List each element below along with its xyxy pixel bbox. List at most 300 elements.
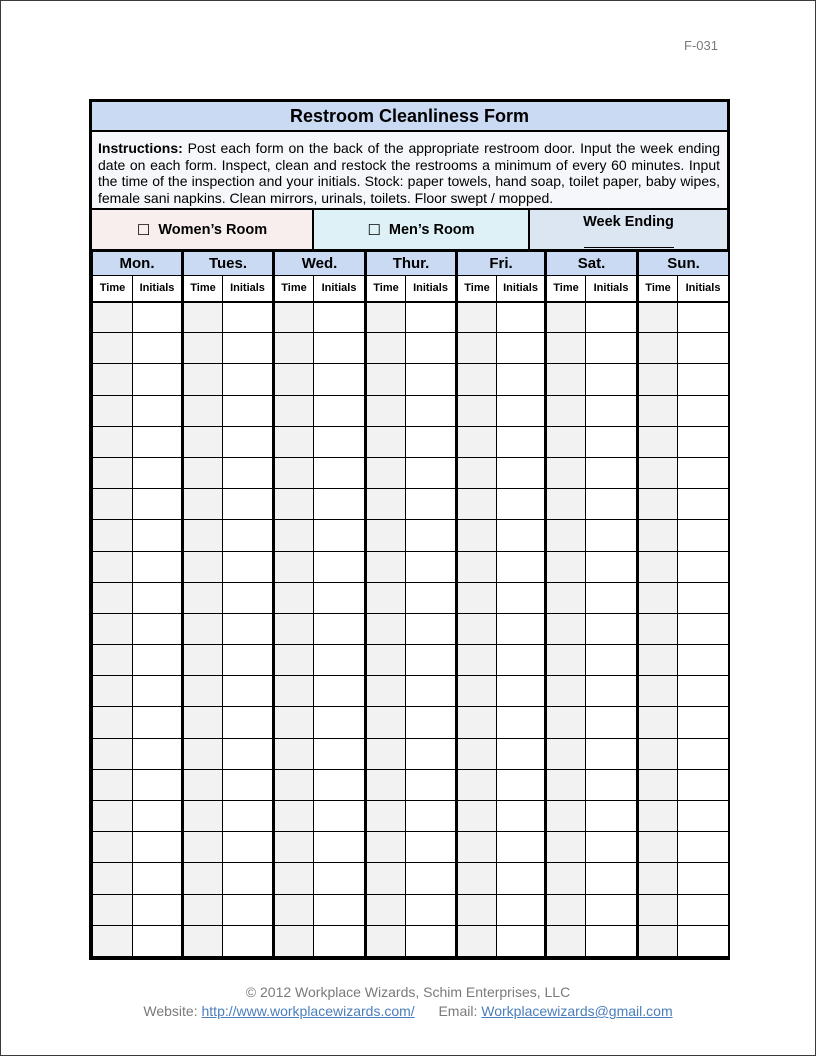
time-cell[interactable]: [93, 676, 133, 707]
initials-cell[interactable]: [223, 863, 274, 894]
time-cell[interactable]: [366, 738, 406, 769]
initials-cell[interactable]: [133, 613, 183, 644]
initials-cell[interactable]: [406, 863, 457, 894]
time-cell[interactable]: [546, 520, 586, 551]
initials-cell[interactable]: [314, 551, 366, 582]
time-cell[interactable]: [183, 613, 223, 644]
time-cell[interactable]: [546, 426, 586, 457]
time-cell[interactable]: [457, 863, 497, 894]
initials-cell[interactable]: [314, 925, 366, 956]
time-cell[interactable]: [366, 551, 406, 582]
time-cell[interactable]: [274, 333, 314, 364]
time-cell[interactable]: [546, 707, 586, 738]
initials-cell[interactable]: [678, 551, 729, 582]
initials-cell[interactable]: [497, 426, 546, 457]
time-cell[interactable]: [366, 395, 406, 426]
time-cell[interactable]: [457, 676, 497, 707]
time-cell[interactable]: [638, 395, 678, 426]
time-cell[interactable]: [638, 364, 678, 395]
initials-cell[interactable]: [406, 364, 457, 395]
time-cell[interactable]: [274, 925, 314, 956]
mens-room-checkbox[interactable]: ☐: [367, 221, 381, 239]
time-cell[interactable]: [546, 863, 586, 894]
time-cell[interactable]: [638, 894, 678, 925]
initials-cell[interactable]: [497, 894, 546, 925]
time-cell[interactable]: [546, 457, 586, 488]
time-cell[interactable]: [274, 395, 314, 426]
initials-cell[interactable]: [678, 707, 729, 738]
time-cell[interactable]: [366, 582, 406, 613]
initials-cell[interactable]: [133, 333, 183, 364]
time-cell[interactable]: [457, 894, 497, 925]
time-cell[interactable]: [546, 925, 586, 956]
time-cell[interactable]: [457, 769, 497, 800]
time-cell[interactable]: [546, 613, 586, 644]
initials-cell[interactable]: [678, 333, 729, 364]
time-cell[interactable]: [274, 676, 314, 707]
initials-cell[interactable]: [133, 738, 183, 769]
initials-cell[interactable]: [406, 894, 457, 925]
time-cell[interactable]: [546, 738, 586, 769]
initials-cell[interactable]: [314, 364, 366, 395]
initials-cell[interactable]: [314, 863, 366, 894]
initials-cell[interactable]: [586, 551, 638, 582]
initials-cell[interactable]: [133, 894, 183, 925]
time-cell[interactable]: [93, 395, 133, 426]
initials-cell[interactable]: [314, 333, 366, 364]
initials-cell[interactable]: [406, 832, 457, 863]
initials-cell[interactable]: [497, 302, 546, 333]
time-cell[interactable]: [546, 676, 586, 707]
initials-cell[interactable]: [497, 707, 546, 738]
time-cell[interactable]: [93, 894, 133, 925]
time-cell[interactable]: [274, 364, 314, 395]
time-cell[interactable]: [366, 613, 406, 644]
initials-cell[interactable]: [678, 457, 729, 488]
initials-cell[interactable]: [586, 832, 638, 863]
time-cell[interactable]: [638, 832, 678, 863]
initials-cell[interactable]: [133, 645, 183, 676]
initials-cell[interactable]: [406, 676, 457, 707]
initials-cell[interactable]: [586, 707, 638, 738]
initials-cell[interactable]: [314, 707, 366, 738]
time-cell[interactable]: [274, 489, 314, 520]
initials-cell[interactable]: [586, 457, 638, 488]
time-cell[interactable]: [546, 769, 586, 800]
initials-cell[interactable]: [314, 738, 366, 769]
time-cell[interactable]: [638, 645, 678, 676]
time-cell[interactable]: [638, 676, 678, 707]
time-cell[interactable]: [546, 801, 586, 832]
initials-cell[interactable]: [586, 863, 638, 894]
time-cell[interactable]: [638, 457, 678, 488]
time-cell[interactable]: [183, 457, 223, 488]
time-cell[interactable]: [274, 520, 314, 551]
initials-cell[interactable]: [223, 302, 274, 333]
time-cell[interactable]: [183, 489, 223, 520]
initials-cell[interactable]: [223, 832, 274, 863]
initials-cell[interactable]: [223, 894, 274, 925]
time-cell[interactable]: [366, 645, 406, 676]
initials-cell[interactable]: [497, 769, 546, 800]
initials-cell[interactable]: [223, 582, 274, 613]
initials-cell[interactable]: [314, 832, 366, 863]
time-cell[interactable]: [93, 613, 133, 644]
time-cell[interactable]: [638, 707, 678, 738]
time-cell[interactable]: [457, 551, 497, 582]
initials-cell[interactable]: [223, 457, 274, 488]
initials-cell[interactable]: [406, 769, 457, 800]
initials-cell[interactable]: [406, 426, 457, 457]
time-cell[interactable]: [638, 551, 678, 582]
initials-cell[interactable]: [223, 613, 274, 644]
initials-cell[interactable]: [314, 302, 366, 333]
initials-cell[interactable]: [586, 582, 638, 613]
initials-cell[interactable]: [223, 801, 274, 832]
initials-cell[interactable]: [314, 395, 366, 426]
time-cell[interactable]: [183, 645, 223, 676]
initials-cell[interactable]: [406, 520, 457, 551]
time-cell[interactable]: [274, 894, 314, 925]
initials-cell[interactable]: [586, 395, 638, 426]
time-cell[interactable]: [457, 520, 497, 551]
initials-cell[interactable]: [223, 925, 274, 956]
time-cell[interactable]: [366, 520, 406, 551]
initials-cell[interactable]: [223, 676, 274, 707]
time-cell[interactable]: [183, 364, 223, 395]
initials-cell[interactable]: [497, 551, 546, 582]
initials-cell[interactable]: [133, 863, 183, 894]
initials-cell[interactable]: [223, 520, 274, 551]
initials-cell[interactable]: [406, 707, 457, 738]
initials-cell[interactable]: [314, 645, 366, 676]
initials-cell[interactable]: [497, 738, 546, 769]
time-cell[interactable]: [183, 302, 223, 333]
initials-cell[interactable]: [678, 801, 729, 832]
time-cell[interactable]: [457, 832, 497, 863]
initials-cell[interactable]: [678, 364, 729, 395]
time-cell[interactable]: [93, 769, 133, 800]
initials-cell[interactable]: [314, 801, 366, 832]
initials-cell[interactable]: [678, 426, 729, 457]
time-cell[interactable]: [183, 551, 223, 582]
initials-cell[interactable]: [406, 613, 457, 644]
initials-cell[interactable]: [406, 489, 457, 520]
time-cell[interactable]: [274, 832, 314, 863]
initials-cell[interactable]: [678, 489, 729, 520]
time-cell[interactable]: [93, 925, 133, 956]
time-cell[interactable]: [93, 707, 133, 738]
initials-cell[interactable]: [314, 582, 366, 613]
initials-cell[interactable]: [586, 333, 638, 364]
time-cell[interactable]: [366, 863, 406, 894]
initials-cell[interactable]: [133, 457, 183, 488]
time-cell[interactable]: [183, 426, 223, 457]
time-cell[interactable]: [638, 769, 678, 800]
time-cell[interactable]: [274, 613, 314, 644]
time-cell[interactable]: [93, 551, 133, 582]
initials-cell[interactable]: [678, 769, 729, 800]
time-cell[interactable]: [183, 738, 223, 769]
initials-cell[interactable]: [406, 457, 457, 488]
time-cell[interactable]: [366, 676, 406, 707]
initials-cell[interactable]: [133, 925, 183, 956]
time-cell[interactable]: [638, 863, 678, 894]
initials-cell[interactable]: [314, 613, 366, 644]
initials-cell[interactable]: [586, 894, 638, 925]
time-cell[interactable]: [183, 395, 223, 426]
time-cell[interactable]: [274, 863, 314, 894]
time-cell[interactable]: [457, 613, 497, 644]
time-cell[interactable]: [274, 801, 314, 832]
womens-room-option[interactable]: [92, 210, 314, 249]
initials-cell[interactable]: [497, 333, 546, 364]
time-cell[interactable]: [183, 707, 223, 738]
initials-cell[interactable]: [586, 801, 638, 832]
mens-room-option[interactable]: [314, 210, 530, 249]
initials-cell[interactable]: [406, 738, 457, 769]
time-cell[interactable]: [183, 832, 223, 863]
time-cell[interactable]: [457, 489, 497, 520]
time-cell[interactable]: [274, 738, 314, 769]
initials-cell[interactable]: [314, 520, 366, 551]
initials-cell[interactable]: [678, 676, 729, 707]
time-cell[interactable]: [638, 738, 678, 769]
initials-cell[interactable]: [497, 489, 546, 520]
time-cell[interactable]: [274, 769, 314, 800]
time-cell[interactable]: [546, 333, 586, 364]
time-cell[interactable]: [366, 426, 406, 457]
initials-cell[interactable]: [586, 302, 638, 333]
initials-cell[interactable]: [223, 364, 274, 395]
time-cell[interactable]: [93, 863, 133, 894]
time-cell[interactable]: [366, 333, 406, 364]
initials-cell[interactable]: [497, 457, 546, 488]
initials-cell[interactable]: [678, 520, 729, 551]
initials-cell[interactable]: [406, 582, 457, 613]
time-cell[interactable]: [366, 707, 406, 738]
initials-cell[interactable]: [497, 863, 546, 894]
initials-cell[interactable]: [314, 894, 366, 925]
time-cell[interactable]: [366, 769, 406, 800]
time-cell[interactable]: [457, 801, 497, 832]
initials-cell[interactable]: [223, 489, 274, 520]
time-cell[interactable]: [546, 832, 586, 863]
initials-cell[interactable]: [314, 769, 366, 800]
time-cell[interactable]: [546, 551, 586, 582]
initials-cell[interactable]: [497, 613, 546, 644]
initials-cell[interactable]: [678, 925, 729, 956]
time-cell[interactable]: [546, 302, 586, 333]
initials-cell[interactable]: [678, 582, 729, 613]
initials-cell[interactable]: [406, 302, 457, 333]
time-cell[interactable]: [274, 426, 314, 457]
time-cell[interactable]: [366, 489, 406, 520]
time-cell[interactable]: [183, 333, 223, 364]
time-cell[interactable]: [366, 925, 406, 956]
initials-cell[interactable]: [406, 801, 457, 832]
initials-cell[interactable]: [133, 676, 183, 707]
time-cell[interactable]: [93, 645, 133, 676]
time-cell[interactable]: [93, 520, 133, 551]
initials-cell[interactable]: [678, 894, 729, 925]
time-cell[interactable]: [93, 801, 133, 832]
initials-cell[interactable]: [678, 645, 729, 676]
time-cell[interactable]: [546, 364, 586, 395]
initials-cell[interactable]: [223, 707, 274, 738]
initials-cell[interactable]: [223, 333, 274, 364]
initials-cell[interactable]: [133, 395, 183, 426]
time-cell[interactable]: [638, 925, 678, 956]
initials-cell[interactable]: [586, 426, 638, 457]
initials-cell[interactable]: [314, 457, 366, 488]
time-cell[interactable]: [546, 582, 586, 613]
time-cell[interactable]: [183, 582, 223, 613]
initials-cell[interactable]: [586, 676, 638, 707]
time-cell[interactable]: [638, 302, 678, 333]
initials-cell[interactable]: [133, 489, 183, 520]
initials-cell[interactable]: [497, 364, 546, 395]
initials-cell[interactable]: [586, 738, 638, 769]
time-cell[interactable]: [366, 457, 406, 488]
time-cell[interactable]: [93, 364, 133, 395]
initials-cell[interactable]: [678, 832, 729, 863]
initials-cell[interactable]: [223, 769, 274, 800]
initials-cell[interactable]: [586, 925, 638, 956]
time-cell[interactable]: [183, 894, 223, 925]
initials-cell[interactable]: [133, 364, 183, 395]
time-cell[interactable]: [183, 520, 223, 551]
initials-cell[interactable]: [497, 801, 546, 832]
time-cell[interactable]: [366, 302, 406, 333]
time-cell[interactable]: [457, 302, 497, 333]
initials-cell[interactable]: [497, 395, 546, 426]
initials-cell[interactable]: [314, 676, 366, 707]
time-cell[interactable]: [457, 426, 497, 457]
time-cell[interactable]: [457, 364, 497, 395]
initials-cell[interactable]: [133, 520, 183, 551]
initials-cell[interactable]: [586, 520, 638, 551]
initials-cell[interactable]: [497, 645, 546, 676]
time-cell[interactable]: [457, 395, 497, 426]
time-cell[interactable]: [457, 707, 497, 738]
initials-cell[interactable]: [133, 551, 183, 582]
initials-cell[interactable]: [133, 769, 183, 800]
initials-cell[interactable]: [406, 395, 457, 426]
initials-cell[interactable]: [678, 613, 729, 644]
initials-cell[interactable]: [223, 551, 274, 582]
initials-cell[interactable]: [314, 426, 366, 457]
initials-cell[interactable]: [586, 489, 638, 520]
initials-cell[interactable]: [133, 832, 183, 863]
time-cell[interactable]: [457, 645, 497, 676]
initials-cell[interactable]: [133, 426, 183, 457]
time-cell[interactable]: [638, 333, 678, 364]
time-cell[interactable]: [183, 925, 223, 956]
initials-cell[interactable]: [586, 645, 638, 676]
time-cell[interactable]: [366, 832, 406, 863]
time-cell[interactable]: [93, 489, 133, 520]
time-cell[interactable]: [546, 894, 586, 925]
initials-cell[interactable]: [678, 395, 729, 426]
time-cell[interactable]: [638, 613, 678, 644]
initials-cell[interactable]: [497, 676, 546, 707]
initials-cell[interactable]: [314, 489, 366, 520]
initials-cell[interactable]: [223, 426, 274, 457]
time-cell[interactable]: [638, 520, 678, 551]
time-cell[interactable]: [457, 582, 497, 613]
time-cell[interactable]: [274, 457, 314, 488]
initials-cell[interactable]: [586, 769, 638, 800]
initials-cell[interactable]: [406, 925, 457, 956]
time-cell[interactable]: [183, 801, 223, 832]
time-cell[interactable]: [93, 426, 133, 457]
time-cell[interactable]: [274, 582, 314, 613]
week-ending-field[interactable]: [584, 230, 674, 248]
time-cell[interactable]: [638, 801, 678, 832]
time-cell[interactable]: [638, 489, 678, 520]
time-cell[interactable]: [457, 738, 497, 769]
initials-cell[interactable]: [133, 302, 183, 333]
initials-cell[interactable]: [497, 925, 546, 956]
time-cell[interactable]: [638, 582, 678, 613]
time-cell[interactable]: [274, 645, 314, 676]
website-link[interactable]: http://www.workplacewizards.com/: [201, 1003, 415, 1019]
time-cell[interactable]: [183, 676, 223, 707]
initials-cell[interactable]: [678, 302, 729, 333]
time-cell[interactable]: [274, 302, 314, 333]
initials-cell[interactable]: [586, 364, 638, 395]
time-cell[interactable]: [93, 333, 133, 364]
time-cell[interactable]: [274, 707, 314, 738]
time-cell[interactable]: [93, 738, 133, 769]
initials-cell[interactable]: [497, 520, 546, 551]
initials-cell[interactable]: [586, 613, 638, 644]
initials-cell[interactable]: [223, 645, 274, 676]
time-cell[interactable]: [546, 645, 586, 676]
initials-cell[interactable]: [497, 582, 546, 613]
initials-cell[interactable]: [406, 645, 457, 676]
time-cell[interactable]: [93, 582, 133, 613]
time-cell[interactable]: [183, 769, 223, 800]
time-cell[interactable]: [366, 894, 406, 925]
time-cell[interactable]: [457, 925, 497, 956]
initials-cell[interactable]: [406, 333, 457, 364]
initials-cell[interactable]: [678, 863, 729, 894]
time-cell[interactable]: [457, 457, 497, 488]
initials-cell[interactable]: [406, 551, 457, 582]
time-cell[interactable]: [274, 551, 314, 582]
initials-cell[interactable]: [133, 707, 183, 738]
time-cell[interactable]: [546, 395, 586, 426]
time-cell[interactable]: [366, 801, 406, 832]
time-cell[interactable]: [93, 832, 133, 863]
womens-room-checkbox[interactable]: ☐: [136, 221, 151, 239]
initials-cell[interactable]: [223, 395, 274, 426]
initials-cell[interactable]: [678, 738, 729, 769]
time-cell[interactable]: [183, 863, 223, 894]
initials-cell[interactable]: [133, 582, 183, 613]
time-cell[interactable]: [457, 333, 497, 364]
initials-cell[interactable]: [223, 738, 274, 769]
time-cell[interactable]: [638, 426, 678, 457]
time-cell[interactable]: [366, 364, 406, 395]
email-link[interactable]: Workplacewizards@gmail.com: [481, 1003, 673, 1019]
time-cell[interactable]: [546, 489, 586, 520]
time-cell[interactable]: [93, 457, 133, 488]
time-cell[interactable]: [93, 302, 133, 333]
initials-cell[interactable]: [133, 801, 183, 832]
